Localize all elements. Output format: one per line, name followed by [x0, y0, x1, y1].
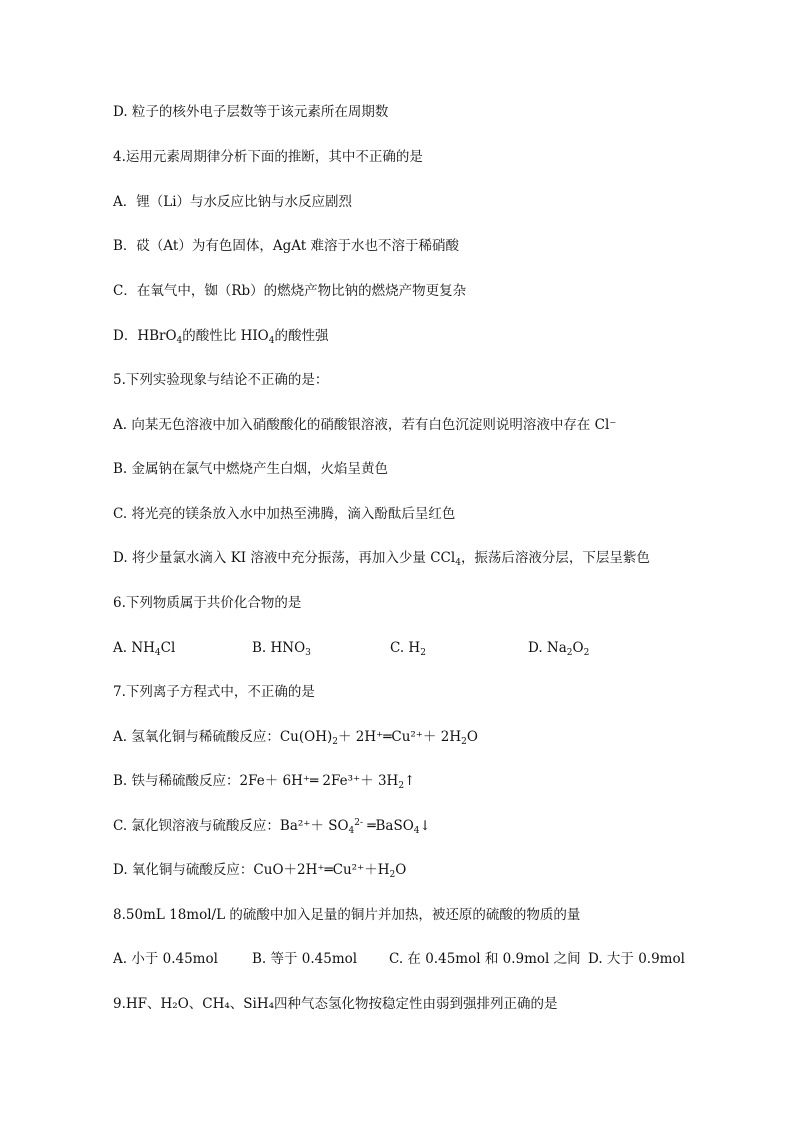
q4-option-d: D．HBrO$_4$的酸性比 $HIO_4$的酸性强 [113, 328, 329, 346]
q7-option-d: D. 氧化铜与硫酸反应：$CuO+2H^+═Cu^{2+}+H_2O$ [113, 862, 407, 880]
q6-option-d: D. $Na_2O_2$ [528, 640, 590, 658]
q8-option-c: C. 在 0.45mol 和 0.9mol 之间 [389, 951, 581, 967]
q5-option-d: D. 将少量氯水滴入 KI 溶液中充分振荡，再加入少量 CCl$_4$，振荡后溶液分层，下层呈紫色 [113, 550, 650, 568]
question-6: 6.下列物质属于共价化合物的是 [113, 595, 302, 611]
q5-option-c: C. 将光亮的镁条放入水中加热至沸腾，滴入酚酞后呈红色 [113, 506, 456, 522]
q8-options-row [113, 950, 713, 970]
q5-option-b: B. 金属钠在氯气中燃烧产生白烟，火焰呈黄色 [113, 461, 389, 477]
q4-option-a: A．锂（Li）与水反应比钠与水反应剧烈 [113, 194, 353, 210]
q7-option-a: A. 氢氧化铜与稀硫酸反应：$Cu(OH)_2+$ 2H⁺═Cu²⁺＋ $2H_2O$ [113, 729, 478, 747]
question-9: 9.HF、H₂O、CH₄、SiH₄四种气态氢化物按稳定性由弱到强排列正确的是 [113, 996, 558, 1012]
q7-option-c: C. 氯化钡溶液与硫酸反应：$Ba^{2+}+ SO_4^{2-}$ ═BaSO$_4$↓ [113, 818, 431, 836]
q7-option-b: B. 铁与稀硫酸反应：2Fe＋ 6H⁺═ $2Fe^{3+}+ 3H_2↑$ [113, 773, 416, 791]
q8-option-a: A. 小于 0.45mol [113, 951, 218, 967]
question-8: 8.50mL 18mol/L 的硫酸中加入足量的铜片并加热，被还原的硫酸的物质的量 [113, 907, 581, 923]
q5-option-a: A. 向某无色溶液中加入硝酸酸化的硝酸银溶液，若有白色沉淀则说明溶液中存在 Cl⁻ [113, 417, 617, 433]
q4-option-b: B．砹（At）为有色固体，AgAt 难溶于水也不溶于稀硝酸 [113, 238, 459, 254]
q8-option-d: D. 大于 0.9mol [588, 951, 685, 967]
q3-option-d: D. 粒子的核外电子层数等于该元素所在周期数 [113, 104, 389, 120]
question-4: 4.运用元素周期律分析下面的推断，其中不正确的是 [113, 149, 423, 165]
question-7: 7.下列离子方程式中，不正确的是 [113, 684, 315, 700]
q6-option-a: A. $NH_4Cl$ [113, 640, 176, 658]
q6-option-b: B. $HNO_3$ [252, 640, 311, 658]
q6-options-row [113, 639, 713, 659]
q8-option-b: B. 等于 0.45mol [252, 951, 358, 967]
q6-option-c: C. $H_2$ [390, 640, 426, 658]
question-5: 5.下列实验现象与结论不正确的是： [113, 372, 329, 388]
q4-option-c: C．在氧气中，铷（Rb）的燃烧产物比钠的燃烧产物更复杂 [113, 283, 467, 299]
